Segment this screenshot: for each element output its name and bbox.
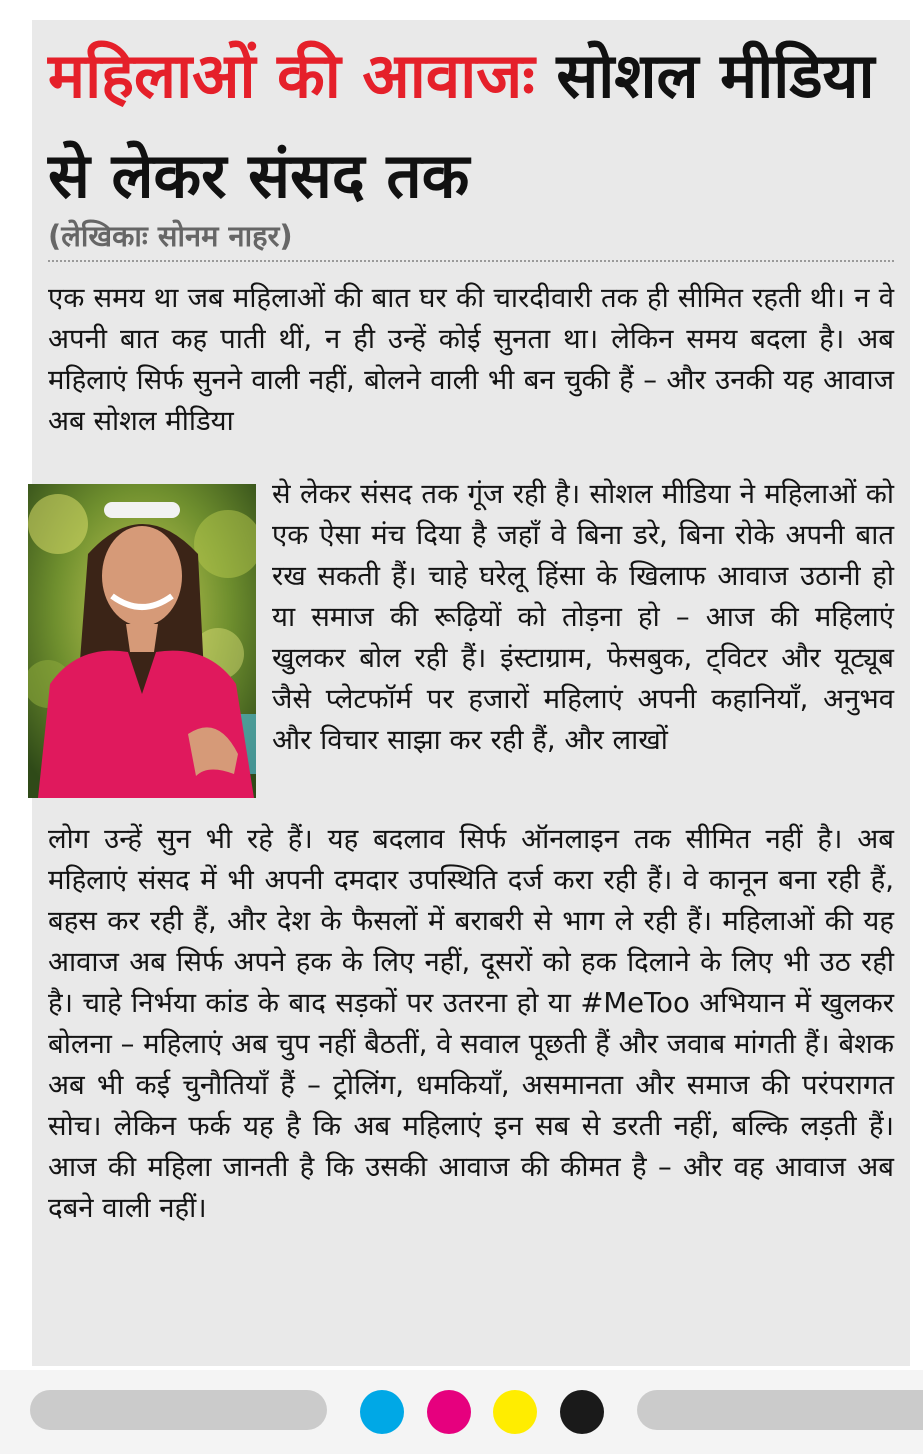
yellow-registration-dot bbox=[493, 1390, 537, 1434]
cyan-registration-dot bbox=[360, 1390, 404, 1434]
headline bbox=[48, 26, 908, 226]
author-photo bbox=[28, 484, 256, 798]
body-paragraph-top: एक समय था जब महिलाओं की बात घर की चारदीवारी तक ही सीमित रहती थी। न वे अपनी बात कह पाती थीं, न ही उन्हें कोई सुनता था। लेकिन समय बदला है। अब महिलाएं सिर्फ सुनने वाली नहीं, बोलने वाली भी बन चुकी हैं – और उनकी यह आवाज अब सोशल मीडिया bbox=[48, 282, 894, 437]
dotted-divider bbox=[48, 260, 894, 262]
registration-bar-right bbox=[637, 1390, 923, 1430]
magenta-registration-dot bbox=[427, 1390, 471, 1434]
body-paragraph-bottom: लोग उन्हें सुन भी रहे हैं। यह बदलाव सिर्फ ऑनलाइन तक सीमित नहीं है। अब महिलाएं संसद में भी अपनी दमदार उपस्थिति दर्ज करा रही हैं। वे कानून बना रही हैं, बहस कर रही हैं, और देश के फैसलों में बराबरी से भाग ले रही हैं। महिलाओं की यह आवाज अब सिर्फ अपने हक के लिए नहीं, दूसरों को हक दिलाने के लिए भी उठ रही है। चाहे निर्भया कांड के बाद सड़कों पर उतरना हो या #MeToo अभियान में खुलकर बोलना – महिलाएं अब चुप नहीं बैठतीं, वे सवाल पूछती हैं और जवाब मांगती हैं। बेशक अब भी कई चुनौतियाँ हैं – ट्रोलिंग, धमकियाँ, असमानता और समाज की परंपरागत सोच। लेकिन फर्क यह है कि अब महिलाएं इन सब से डरती नहीं, बल्कि लड़ती हैं। आज की महिला जानती है कि उसकी आवाज की कीमत है – और वह आवाज अब दबने वाली नहीं। bbox=[48, 823, 894, 1224]
author-photo-illustration bbox=[28, 484, 256, 798]
body-paragraph-wrap: से लेकर संसद तक गूंज रही है। सोशल मीडिया ने महिलाओं को एक ऐसा मंच दिया है जहाँ वे बिना डरे, बिना रोके अपनी बात रख सकती हैं। चाहे घरेलू हिंसा के खिलाफ आवाज उठानी हो या समाज की रूढ़ियों को तोड़ना हो – आज की महिलाएं खुलकर बोल रही हैं। इंस्टाग्राम, फेसबुक, ट्विटर और यूट्यूब जैसे प्लेटफॉर्म पर हजारों महिलाएं अपनी कहानियाँ, अनुभव और विचार साझा कर रही हैं, और लाखों bbox=[272, 478, 894, 756]
byline: (लेखिकाः सोनम नाहर) bbox=[48, 219, 293, 253]
headline-red: महिलाओं की आवाजः bbox=[48, 39, 535, 112]
print-registration-bar bbox=[0, 1370, 923, 1454]
registration-bar-left bbox=[30, 1390, 327, 1430]
black-registration-dot bbox=[560, 1390, 604, 1434]
headline-black: सोशल मीडिया से लेकर संसद तक bbox=[48, 39, 875, 212]
